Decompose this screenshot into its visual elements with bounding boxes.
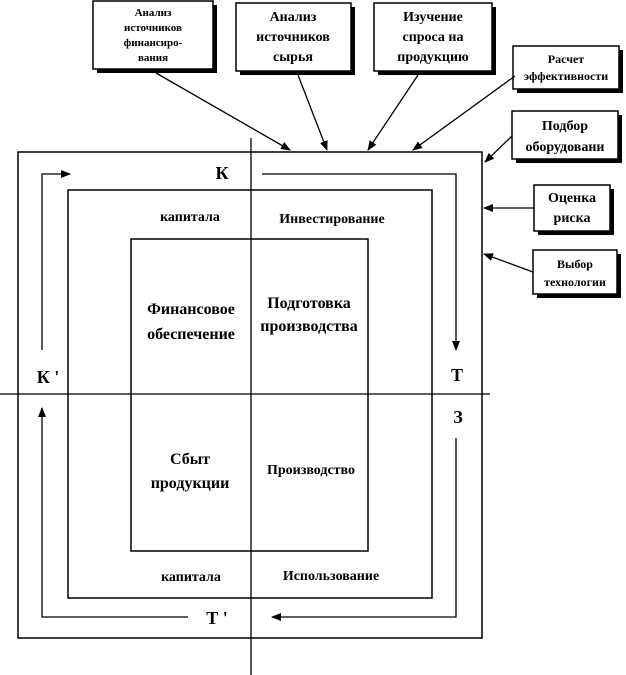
arrow-raw-materials [298,75,327,150]
arrow-tprime-to-kprime [42,408,188,617]
top-box-efficiency-calc [513,46,623,93]
side-box-risk-assessment [534,185,614,235]
side-box-2-line-1: Оценка [547,191,597,206]
label-investment: Инвестирование [279,212,385,227]
label-t-prime: Т ' [206,608,228,628]
label-production: Производство [266,463,356,478]
top-box-1-line-1: Анализ [134,7,172,19]
side-box-3-line-2: технологии [544,275,606,289]
label-capital-top: капитала [160,210,220,225]
side-box-1-line-2: оборудовани [525,140,605,155]
input-arrows [156,73,534,272]
top-box-1-line-2: источников [124,22,182,34]
label-production-prep-1: Подготовка [267,295,351,312]
top-box-4-line-1: Расчет [547,52,585,66]
arrow-equipment [485,136,512,162]
top-box-3-line-3: продукцию [397,50,469,65]
top-box-raw-materials-analysis [236,3,355,75]
inner-square [131,239,368,551]
label-k: К [215,163,229,183]
top-box-3-line-2: спроса на [402,30,464,45]
arrow-efficiency [413,76,515,150]
top-box-4-line-2: эффективности [523,69,609,83]
side-box-2-line-2: риска [553,211,591,226]
outer-square [18,152,482,638]
label-usage: Использование [282,569,380,584]
top-box-2-line-2: источников [256,30,330,45]
side-box-1-line-1: Подбор [541,119,589,134]
label-capital-bottom: капитала [161,570,221,585]
arrow-kprime-to-k [42,174,70,350]
top-box-1-line-4: вания [137,52,169,64]
label-product-sales-1: Сбыт [169,451,211,468]
arrow-technology [484,254,533,272]
top-box-1-line-3: финансиро- [123,37,183,49]
label-t: Т [450,365,464,385]
label-z: З [453,407,463,427]
label-product-sales-2: продукции [150,475,230,492]
label-k-prime: К ' [36,367,60,387]
top-box-demand-study [374,3,496,75]
top-box-2-line-3: сырья [273,50,313,65]
label-production-prep-2: производства [260,318,358,335]
top-box-2-line-1: Анализ [269,10,317,25]
top-box-financing-analysis [93,1,217,73]
arrow-financing [156,73,290,150]
label-financial-support-1: Финансовое [147,301,235,318]
arrow-demand [368,75,418,150]
side-box-3-line-1: Выбор [557,257,593,271]
top-box-3-line-1: Изучение [403,10,463,25]
label-financial-support-2: обеспечение [147,326,235,343]
side-box-equipment-selection [512,111,622,163]
side-box-technology-choice [533,250,621,298]
